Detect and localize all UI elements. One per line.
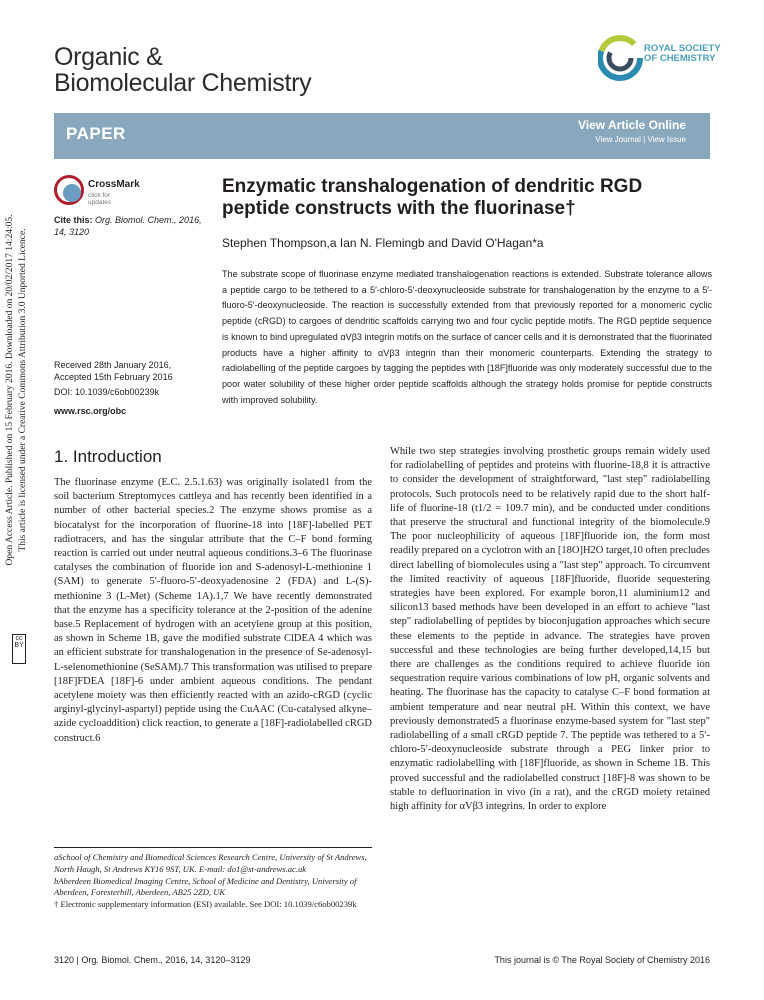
journal-title-line2: Biomolecular Chemistry <box>54 69 312 97</box>
cite-prefix: Cite this: <box>54 215 93 225</box>
citation <box>54 214 214 238</box>
body-column-left <box>54 476 372 746</box>
footer-citation: 3120 | Org. Biomol. Chem., 2016, 14, 3120–3129 <box>54 955 251 965</box>
cite-ref: Org. Biomol. Chem., 2016, 14, 3120 <box>54 215 202 237</box>
crossmark-label: CrossMark <box>88 179 140 190</box>
crossmark-sub: click for updates <box>88 192 112 206</box>
footnote-affiliation-a: aSchool of Chemistry and Biomedical Sciences Research Centre, University of St Andrews, North Haugh, St Andrews KY16 9ST, UK. E-mail: do1@st-andrews.ac.uk <box>54 852 367 874</box>
crossmark-button[interactable] <box>54 175 140 209</box>
received-date: Received 28th January 2016, <box>54 360 172 370</box>
journal-url-link[interactable]: www.rsc.org/obc <box>54 406 127 416</box>
view-issue-link[interactable]: View Issue <box>647 135 686 144</box>
view-journal-link[interactable]: View Journal <box>595 135 641 144</box>
article-dates <box>54 359 214 383</box>
author-list: Stephen Thompson,a Ian N. Flemingb and David O'Hagan*a <box>222 236 544 250</box>
body-column-right <box>390 445 710 814</box>
view-article-online-link[interactable]: View Article Online <box>577 118 686 132</box>
journal-title <box>54 44 311 96</box>
view-links-separator: | <box>643 135 646 144</box>
rsc-logo-text: ROYAL SOCIETY OF CHEMISTRY <box>644 43 721 64</box>
open-access-line1[interactable]: Open Access Article. Published on 15 February 2016. Downloaded on 20/02/2017 14:24:05. <box>5 214 15 566</box>
journal-title-line1: Organic & <box>54 43 163 71</box>
view-links <box>595 135 686 144</box>
section-heading-introduction: 1. Introduction <box>54 447 162 466</box>
paper-type-label: PAPER <box>66 124 126 143</box>
footnote-esi: † Electronic supplementary information (ESI) available. See DOI: 10.1039/c6ob00239k <box>54 899 357 910</box>
footer-copyright: This journal is © The Royal Society of Chemistry 2016 <box>494 955 710 965</box>
accepted-date: Accepted 15th February 2016 <box>54 372 173 382</box>
cc-license-badge[interactable]: cc BY <box>12 634 26 664</box>
open-access-notice <box>4 160 38 620</box>
open-access-line2[interactable]: This article is licensed under a Creative Commons Attribution 3.0 Unported Licence. <box>18 228 28 552</box>
affiliation-footnotes <box>54 847 372 911</box>
article-title: Enzymatic transhalogenation of dendritic RGD peptide constructs with the fluorinase† <box>222 176 643 219</box>
body-paragraph: The fluorinase enzyme (E.C. 2.5.1.63) was originally isolated1 from the soil bacterium Streptomyces cattleya and has recently been identified in a number of other bacterial species.2 The enzyme shows promise as a biocatalyst for the incorporation of fluorine-18 into [18F]-labelled PET radiotracers, and has the singular attribute that the C–F bond forming reaction is carried out under neutral aqueous conditions.3–6 The fluorinase catalyses the combination of fluoride ion and S-adenosyl-L-methionine 1 (SAM) to generate 5′-fluoro-5′-deoxyadenosine 2 (FDA) and L-(S)-methionine 3 (L-Met) (Scheme 1A).1,7 We have recently demonstrated that the enzyme has a specificity tolerance at the 2-position of the adenine base.5 Replacement of hydrogen with an acetylene group at this position, as shown in Scheme 1B, gave the modified substrate ClDEA 4 which was an efficient substrate for transhalogenation in the presence of Se-adenosyl-L-selenomethionine (SeSAM).7 This transformation was utilised to prepare [18F]FDEA [18F]-6 under ambient aqueous conditions. The pendant acetylene moiety was then efficiently reacted with an azido-cRGD (cyclic arginyl-glycinyl-aspartyl) peptide using the CuAAC (Cu-catalysed alkyne–azide cycloaddition) click reaction, to generate a [18F]-radiolabelled cRGD construct.6 <box>54 477 372 744</box>
footnote-affiliation-b: bAberdeen Biomedical Imaging Centre, School of Medicine and Dentistry, University of Aberdeen, Foresterhill, Aberdeen, AB25 2ZD, UK <box>54 875 357 898</box>
doi[interactable]: DOI: 10.1039/c6ob00239k <box>54 387 160 397</box>
paper-banner <box>54 113 710 159</box>
crossmark-icon <box>54 175 84 205</box>
abstract: The substrate scope of fluorinase enzyme mediated transhalogenation reactions is extended. Substrate tolerance allows a peptide cargo to be tethered to a 5′-chloro-5′-deoxynucleoside substrate for transhalogenation by the enzyme to a 5′-fluoro-5′-deoxynucleoside. The reaction is successfully extended from that previously reported for a monomeric cyclic peptide (cRGD) to cargoes of dendritic scaffolds carrying two and four cyclic peptide motifs. The RGD peptide sequence is known to bind upregulated αVβ3 integrin motifs on the surface of cancer cells and it is demonstrated that the fluorinated products have a higher affinity to αVβ3 integrin than their monomeric counterparts. Extending the strategy to radiolabelling of the peptide cargoes by tagging the peptides with [18F]fluoride was only moderately successful due to the poor water solubility of these higher order peptide scaffolds although the strategy holds promise for peptide constructs with improved solubility. <box>222 269 712 405</box>
body-paragraph: While two step strategies involving prosthetic groups remain widely used for radiolabelling of peptides and proteins with fluorine-18,8 it is attractive to consider the development of straightforward, "last step" radiolabelling protocols. Such protocols need to be relatively rapid due to the short half-life of fluorine-18 (t1/2 = 109.7 min), and be conducted under conditions that preserve the structural and functional integrity of the biomolecule.9 The poor nucleophilicity of aqueous [18F]fluoride ion, the form most readily prepared on a cyclotron with an [18O]H2O target,10 often precludes direct labelling of biomolecules using a "last step" approach. To circumvent the limited reactivity of aqueous [18F]fluoride, fluoride sequestering strategies have been explored. For example boron,11 aluminium12 and silicon13 based methods have been developed in an effort to achieve "last step" radiolabelling of peptides by bioconjugation approaches which secure these elements to the peptide in advance. The strategies have proven successful and these technologies are being further developed,14,15 but there are challenges as the conditions required to achieve fluoride ion sequestration require various combinations of low pH, organic solvents and heating. The fluorinase has the capacity to catalyse C–F bond formation at ambient temperature and near neutral pH. Within this context, we have previously demonstrated5 a fluorinase enzyme-based system for "last step" radiolabelling of a small cRGD peptide 7. The peptide was tethered to a 5′-chloro-5′-deoxynucleoside substrate through a PEG linker prior to enzymatic radiolabelling with [18F]fluoride, as shown in Scheme 1B. This proved successful and the radiolabelled construct [18F]-8 was shown to be stable to defluorination in vivo (in a rat), and the cRGD moiety retained high affinity for αVβ3 integrins. In order to explore <box>390 446 710 813</box>
